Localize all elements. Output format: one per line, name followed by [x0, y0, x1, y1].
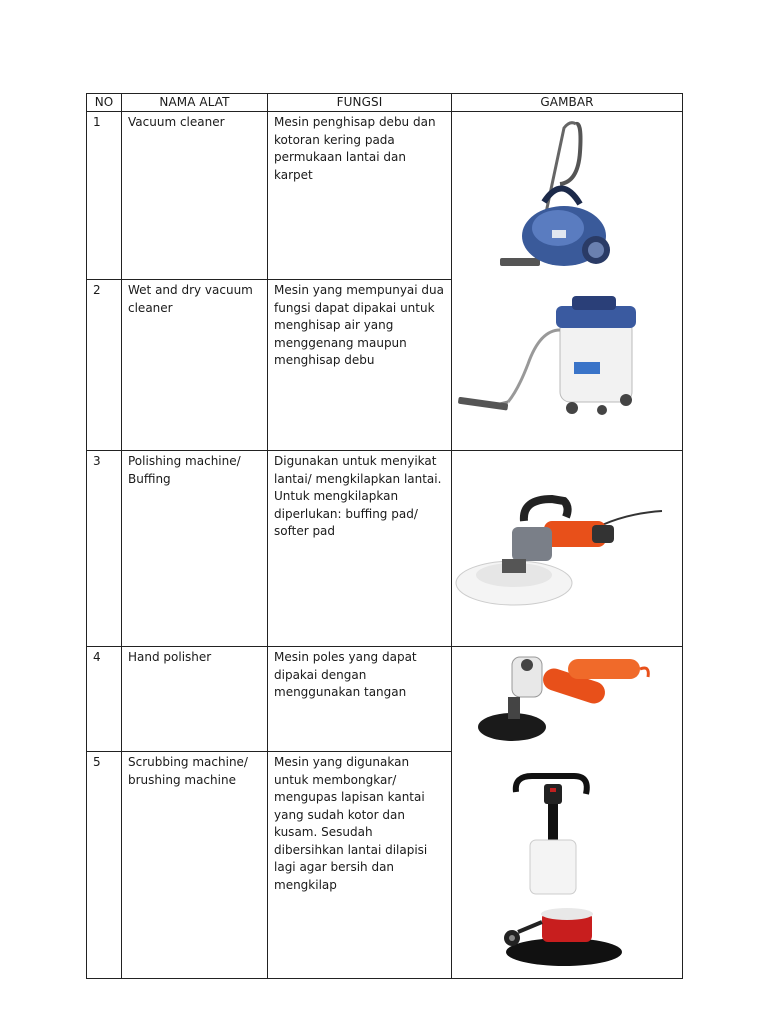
tool-function: Mesin yang mempunyai dua fungsi dapat dipakai untuk menghisap air yang menggenang maupun menghisap debu: [274, 283, 445, 367]
equipment-table: [86, 93, 683, 979]
wet-dry-vacuum-icon: [452, 280, 682, 449]
tool-name: Vacuum cleaner: [128, 115, 225, 129]
vacuum-cleaner-icon: [452, 112, 682, 278]
row-number: 5: [93, 755, 101, 769]
scrubbing-machine-icon: [452, 752, 682, 977]
tool-function: Digunakan untuk menyikat lantai/ mengkilapkan lantai. Untuk mengkilapkan diperlukan: buffing pad/ softer pad: [274, 454, 442, 538]
table-row: [87, 112, 683, 280]
hand-polisher-icon: [452, 647, 682, 751]
tool-function: Mesin penghisap debu dan kotoran kering pada permukaan lantai dan karpet: [274, 115, 436, 182]
header-no: NO: [87, 94, 122, 112]
polishing-machine-icon: [452, 451, 682, 645]
tool-name: Scrubbing machine/ brushing machine: [128, 755, 248, 787]
table-row: [87, 647, 683, 752]
row-number: 2: [93, 283, 101, 297]
tool-name: Polishing machine/ Buffing: [128, 454, 241, 486]
row-number: 3: [93, 454, 101, 468]
table-row: [87, 451, 683, 647]
table-row: [87, 280, 683, 451]
header-fungsi: FUNGSI: [268, 94, 452, 112]
table-header-row: [87, 94, 683, 112]
table-row: [87, 752, 683, 979]
header-gambar: GAMBAR: [452, 94, 683, 112]
row-number: 1: [93, 115, 101, 129]
tool-function: Mesin yang digunakan untuk membongkar/ mengupas lapisan kantai yang sudah kotor dan kusam. Sesudah dibersihkan lantai dilapisi lagi agar bersih dan mengkilap: [274, 755, 428, 892]
tool-name: Wet and dry vacuum cleaner: [128, 283, 253, 315]
tool-name: Hand polisher: [128, 650, 212, 664]
row-number: 4: [93, 650, 101, 664]
tool-function: Mesin poles yang dapat dipakai dengan menggunakan tangan: [274, 650, 417, 699]
header-nama-alat: NAMA ALAT: [122, 94, 268, 112]
